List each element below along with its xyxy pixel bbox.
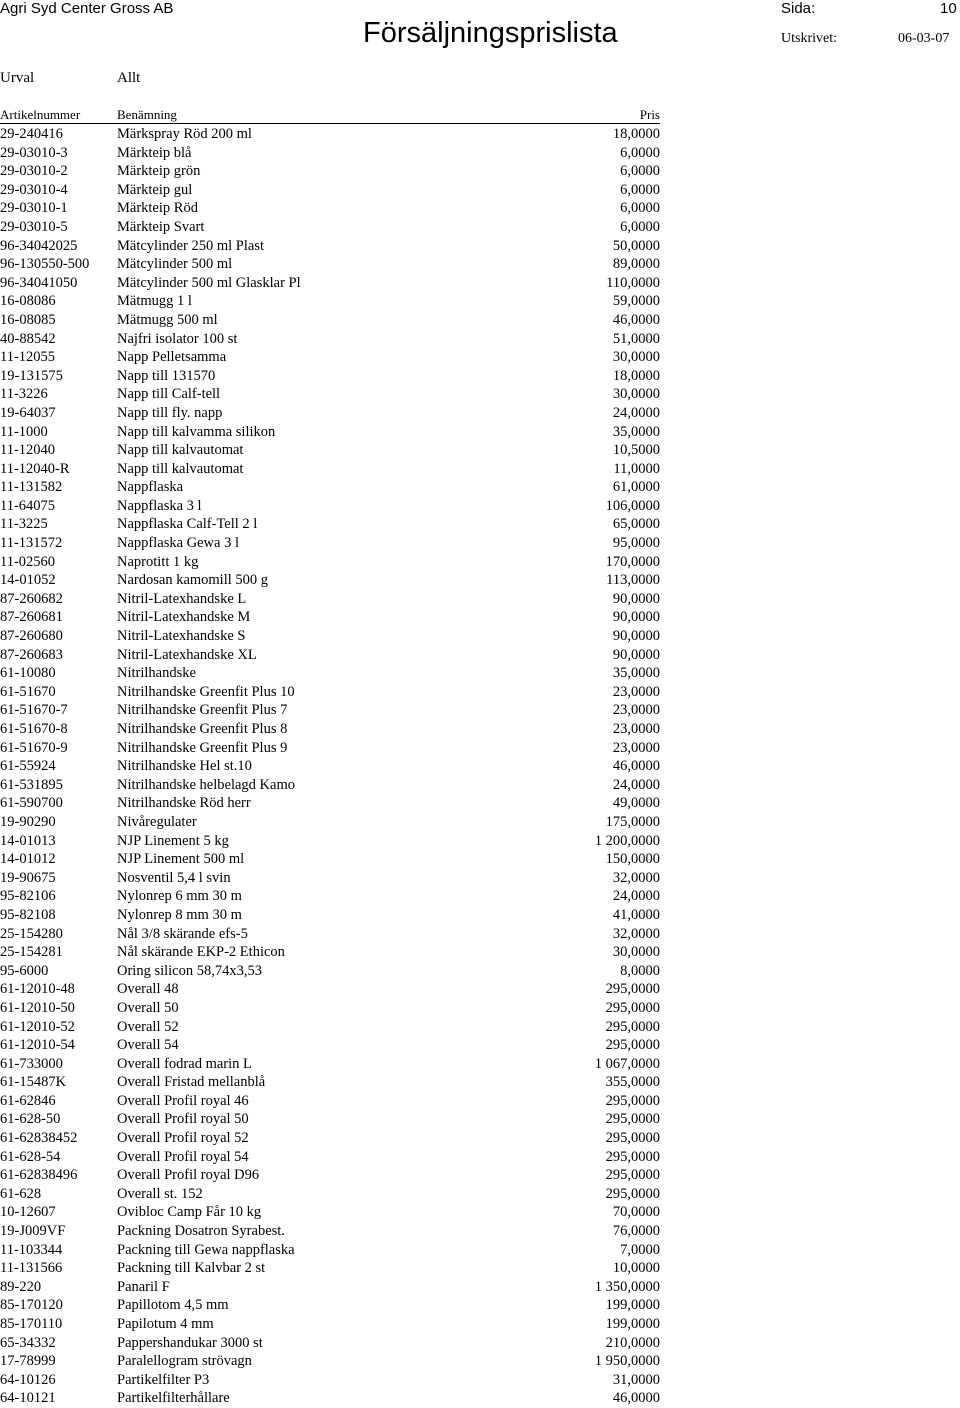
product-name-cell: Ovibloc Camp Får 10 kg (117, 1204, 262, 1221)
table-row (0, 1129, 700, 1148)
product-name-cell: Märkteip grön (117, 163, 201, 180)
article-number-cell: 29-240416 (0, 126, 63, 142)
price-cell: 23,0000 (612, 683, 660, 700)
product-name-cell: Overall fodrad marin L (117, 1055, 252, 1072)
company-name: Agri Syd Center Gross AB (0, 0, 174, 17)
product-name-cell: Overall 48 (117, 981, 179, 998)
price-cell: 295,0000 (605, 1092, 660, 1109)
table-row (0, 1371, 700, 1390)
price-cell: 23,0000 (612, 702, 660, 719)
price-cell: 106,0000 (605, 497, 660, 514)
table-row (0, 330, 700, 349)
table-row (0, 237, 700, 256)
product-name-cell: Napp till 131570 (117, 367, 216, 384)
table-row (0, 423, 700, 442)
product-name-cell: Nål 3/8 skärande efs-5 (117, 925, 248, 942)
table-row (0, 1036, 700, 1055)
table-row (0, 608, 700, 627)
article-number-cell: 61-10080 (0, 665, 56, 682)
table-row (0, 869, 700, 888)
table-row (0, 1203, 700, 1222)
product-name-cell: Nitrilhandske (117, 665, 196, 682)
table-row (0, 925, 700, 944)
price-cell: 35,0000 (612, 423, 660, 440)
table-row (0, 218, 700, 237)
product-name-cell: Papilotum 4 mm (117, 1316, 214, 1332)
article-number-cell: 11-1000 (0, 423, 48, 440)
price-cell: 46,0000 (612, 758, 660, 775)
article-number-cell: 95-6000 (0, 962, 49, 979)
product-name-cell: Napp Pelletsamma (117, 349, 227, 366)
article-number-cell: 95-82108 (0, 906, 56, 923)
article-number-cell: 11-131582 (0, 479, 63, 496)
product-name-cell: Nitril-Latexhandske XL (117, 646, 257, 663)
article-number-cell: 29-03010-4 (0, 181, 68, 198)
table-row (0, 515, 700, 534)
column-header-name: Benämning (117, 107, 177, 122)
product-name-cell: Partikelfilter P3 (117, 1371, 210, 1388)
article-number-cell: 61-51670-7 (0, 702, 68, 719)
table-row (0, 292, 700, 311)
table-row (0, 125, 700, 144)
article-number-cell: 11-64075 (0, 497, 56, 514)
table-row (0, 497, 700, 516)
price-cell: 295,0000 (605, 1167, 660, 1184)
table-row (0, 553, 700, 572)
product-name-cell: Panaril F (117, 1278, 170, 1295)
price-cell: 295,0000 (605, 1037, 660, 1054)
product-name-cell: Pappershandukar 3000 st (117, 1334, 263, 1351)
page-label: Sida: (781, 0, 816, 17)
article-number-cell: 61-62838452 (0, 1130, 78, 1147)
article-number-cell: 87-260682 (0, 590, 63, 607)
price-cell: 30,0000 (612, 349, 660, 366)
table-row (0, 1259, 700, 1278)
article-number-cell: 16-08085 (0, 311, 56, 328)
price-cell: 210,0000 (605, 1334, 660, 1351)
table-row (0, 1073, 700, 1092)
article-number-cell: 61-531895 (0, 776, 63, 793)
table-row (0, 962, 700, 981)
article-number-cell: 11-12040 (0, 442, 56, 459)
article-number-cell: 61-628-54 (0, 1148, 61, 1165)
price-cell: 11,0000 (613, 460, 660, 477)
product-name-cell: Märkspray Röd 200 ml (117, 126, 252, 142)
table-row (0, 887, 700, 906)
product-name-cell: Nappflaska 3 l (117, 497, 202, 514)
table-row (0, 1185, 700, 1204)
table-row (0, 1055, 700, 1074)
price-cell: 65,0000 (612, 516, 660, 533)
table-row (0, 720, 700, 739)
product-name-cell: Mätcylinder 250 ml Plast (117, 237, 264, 254)
product-name-cell: Mätmugg 1 l (117, 293, 192, 310)
table-row (0, 1110, 700, 1129)
price-cell: 90,0000 (612, 646, 660, 663)
table-row (0, 701, 700, 720)
table-row (0, 646, 700, 665)
article-number-cell: 29-03010-3 (0, 144, 68, 161)
price-cell: 170,0000 (605, 553, 660, 570)
table-row (0, 144, 700, 163)
article-number-cell: 19-131575 (0, 367, 63, 384)
table-row (0, 999, 700, 1018)
article-number-cell: 17-78999 (0, 1353, 56, 1370)
price-cell: 23,0000 (612, 739, 660, 756)
document-title: Försäljningsprislista (363, 17, 618, 49)
column-header-price: Pris (639, 107, 660, 122)
product-name-cell: Overall 50 (117, 999, 179, 1016)
price-cell: 70,0000 (612, 1204, 660, 1221)
product-name-cell: Oring silicon 58,74x3,53 (117, 962, 262, 979)
price-cell: 32,0000 (612, 925, 660, 942)
price-cell: 6,0000 (620, 181, 660, 198)
price-cell: 18,0000 (612, 126, 660, 142)
table-row (0, 1222, 700, 1241)
price-cell: 1 350,0000 (594, 1278, 660, 1295)
price-cell: 49,0000 (612, 795, 660, 812)
product-name-cell: Napp till kalvautomat (117, 460, 244, 477)
article-number-cell: 19-64037 (0, 404, 56, 421)
product-name-cell: Overall Profil royal 52 (117, 1130, 249, 1147)
product-name-cell: Märkteip blå (117, 144, 192, 161)
price-cell: 46,0000 (612, 311, 660, 328)
article-number-cell: 61-15487K (0, 1074, 67, 1091)
article-number-cell: 25-154281 (0, 944, 63, 961)
article-number-cell: 11-3226 (0, 386, 48, 403)
article-number-cell: 64-10121 (0, 1390, 56, 1407)
price-cell: 295,0000 (605, 1111, 660, 1128)
selection-value: Allt (117, 70, 141, 86)
article-number-cell: 11-12040-R (0, 460, 70, 477)
table-row (0, 906, 700, 925)
product-name-cell: Nitril-Latexhandske L (117, 590, 247, 607)
product-name-cell: Packning till Kalvbar 2 st (117, 1260, 266, 1277)
article-number-cell: 85-170110 (0, 1316, 63, 1332)
product-name-cell: Napp till kalvautomat (117, 442, 244, 459)
price-cell: 110,0000 (606, 274, 660, 291)
table-row (0, 441, 700, 460)
article-number-cell: 65-34332 (0, 1334, 56, 1351)
price-list-rows (0, 125, 700, 1408)
price-cell: 76,0000 (612, 1223, 660, 1240)
article-number-cell: 40-88542 (0, 330, 56, 347)
product-name-cell: Overall st. 152 (117, 1185, 203, 1202)
table-row (0, 1315, 700, 1334)
price-cell: 24,0000 (612, 404, 660, 421)
table-row (0, 850, 700, 869)
product-name-cell: Nitril-Latexhandske M (117, 609, 251, 626)
table-row (0, 255, 700, 274)
article-number-cell: 61-590700 (0, 795, 63, 812)
product-name-cell: Napp till kalvamma silikon (117, 423, 276, 440)
product-name-cell: Partikelfilterhållare (117, 1390, 230, 1407)
article-number-cell: 14-01052 (0, 572, 56, 589)
article-number-cell: 61-51670 (0, 683, 56, 700)
price-cell: 31,0000 (612, 1371, 660, 1388)
price-cell: 175,0000 (605, 813, 660, 830)
table-row (0, 757, 700, 776)
article-number-cell: 16-08086 (0, 293, 56, 310)
header-rule (0, 123, 660, 124)
article-number-cell: 61-12010-54 (0, 1037, 75, 1054)
table-row (0, 794, 700, 813)
product-name-cell: Nitrilhandske Greenfit Plus 7 (117, 702, 288, 719)
product-name-cell: Naprotitt 1 kg (117, 553, 199, 570)
product-name-cell: Nylonrep 6 mm 30 m (117, 888, 242, 905)
price-cell: 90,0000 (612, 609, 660, 626)
table-row (0, 813, 700, 832)
table-row (0, 664, 700, 683)
product-name-cell: NJP Linement 500 ml (117, 851, 245, 868)
article-number-cell: 25-154280 (0, 925, 63, 942)
price-cell: 295,0000 (605, 981, 660, 998)
article-number-cell: 87-260681 (0, 609, 63, 626)
article-number-cell: 61-628-50 (0, 1111, 61, 1128)
table-row (0, 534, 700, 553)
product-name-cell: Mätcylinder 500 ml (117, 256, 233, 273)
table-row (0, 1148, 700, 1167)
selection-label: Urval (0, 70, 35, 86)
product-name-cell: Packning till Gewa nappflaska (117, 1241, 295, 1258)
table-row (0, 1241, 700, 1260)
table-row (0, 478, 700, 497)
article-number-cell: 87-260680 (0, 628, 63, 645)
table-row (0, 162, 700, 181)
product-name-cell: Nardosan kamomill 500 g (117, 572, 269, 589)
product-name-cell: Papillotom 4,5 mm (117, 1297, 229, 1314)
product-name-cell: Najfri isolator 100 st (117, 330, 238, 347)
article-number-cell: 85-170120 (0, 1297, 63, 1314)
price-cell: 6,0000 (620, 163, 660, 180)
product-name-cell: Nappflaska Gewa 3 l (117, 535, 239, 552)
table-row (0, 348, 700, 367)
price-cell: 18,0000 (612, 367, 660, 384)
product-name-cell: Mätmugg 500 ml (117, 311, 218, 328)
product-name-cell: Nitrilhandske Greenfit Plus 9 (117, 739, 288, 756)
table-row (0, 1092, 700, 1111)
article-number-cell: 29-03010-1 (0, 200, 68, 217)
article-number-cell: 61-733000 (0, 1055, 63, 1072)
price-cell: 6,0000 (620, 144, 660, 161)
table-row (0, 776, 700, 795)
article-number-cell: 96-34041050 (0, 274, 78, 291)
price-cell: 1 950,0000 (594, 1353, 660, 1370)
article-number-cell: 11-12055 (0, 349, 56, 366)
printed-label: Utskrivet: (781, 31, 837, 46)
product-name-cell: Overall Profil royal 54 (117, 1148, 249, 1165)
price-cell: 30,0000 (612, 944, 660, 961)
price-cell: 10,5000 (612, 442, 660, 459)
page-number: 10 (940, 0, 957, 17)
product-name-cell: NJP Linement 5 kg (117, 832, 229, 849)
article-number-cell: 10-12607 (0, 1204, 56, 1221)
article-number-cell: 61-628 (0, 1185, 42, 1202)
article-number-cell: 61-12010-52 (0, 1018, 75, 1035)
price-cell: 295,0000 (605, 1130, 660, 1147)
article-number-cell: 11-103344 (0, 1241, 63, 1258)
article-number-cell: 19-J009VF (0, 1223, 66, 1240)
article-number-cell: 96-34042025 (0, 237, 78, 254)
article-number-cell: 61-55924 (0, 758, 56, 775)
article-number-cell: 11-131572 (0, 535, 63, 552)
price-cell: 50,0000 (612, 237, 660, 254)
price-cell: 150,0000 (605, 851, 660, 868)
table-row (0, 943, 700, 962)
article-number-cell: 19-90290 (0, 813, 56, 830)
price-cell: 199,0000 (605, 1297, 660, 1314)
product-name-cell: Mätcylinder 500 ml Glasklar Pl (117, 274, 301, 291)
product-name-cell: Märkteip gul (117, 181, 193, 198)
price-cell: 295,0000 (605, 1148, 660, 1165)
table-row (0, 683, 700, 702)
article-number-cell: 29-03010-5 (0, 218, 68, 235)
price-cell: 24,0000 (612, 776, 660, 793)
price-cell: 199,0000 (605, 1316, 660, 1332)
product-name-cell: Nitrilhandske Greenfit Plus 10 (117, 683, 295, 700)
article-number-cell: 29-03010-2 (0, 163, 68, 180)
article-number-cell: 61-51670-8 (0, 721, 68, 737)
price-cell: 90,0000 (612, 628, 660, 645)
product-name-cell: Märkteip Svart (117, 218, 205, 235)
product-name-cell: Märkteip Röd (117, 200, 198, 217)
price-cell: 6,0000 (620, 200, 660, 217)
product-name-cell: Overall 52 (117, 1018, 179, 1035)
table-row (0, 1018, 700, 1037)
price-cell: 295,0000 (605, 1185, 660, 1202)
table-row (0, 274, 700, 293)
article-number-cell: 19-90675 (0, 869, 56, 886)
table-row (0, 1352, 700, 1371)
price-cell: 95,0000 (612, 535, 660, 552)
price-cell: 90,0000 (612, 590, 660, 607)
product-name-cell: Overall 54 (117, 1037, 179, 1054)
price-cell: 10,0000 (612, 1260, 660, 1277)
article-number-cell: 64-10126 (0, 1371, 56, 1388)
article-number-cell: 11-131566 (0, 1260, 63, 1277)
product-name-cell: Napp till fly. napp (117, 404, 223, 421)
price-cell: 1 200,0000 (594, 832, 660, 849)
column-header-article-number: Artikelnummer (0, 107, 81, 122)
price-cell: 6,0000 (620, 218, 660, 235)
price-cell: 32,0000 (612, 869, 660, 886)
product-name-cell: Packning Dosatron Syrabest. (117, 1223, 285, 1240)
table-row (0, 367, 700, 386)
product-name-cell: Nivåregulater (117, 813, 197, 830)
product-name-cell: Paralellogram strövagn (117, 1353, 252, 1370)
price-cell: 23,0000 (612, 721, 660, 737)
article-number-cell: 87-260683 (0, 646, 63, 663)
price-cell: 41,0000 (612, 906, 660, 923)
table-row (0, 460, 700, 479)
article-number-cell: 61-12010-50 (0, 999, 75, 1016)
table-row (0, 404, 700, 423)
product-name-cell: Nylonrep 8 mm 30 m (117, 906, 242, 923)
price-cell: 89,0000 (612, 256, 660, 273)
product-name-cell: Nitrilhandske Greenfit Plus 8 (117, 721, 288, 737)
price-cell: 8,0000 (620, 962, 660, 979)
product-name-cell: Overall Profil royal 50 (117, 1111, 249, 1128)
price-cell: 46,0000 (612, 1390, 660, 1407)
product-name-cell: Nitrilhandske helbelagd Kamo (117, 776, 295, 793)
table-row (0, 1166, 700, 1185)
article-number-cell: 14-01012 (0, 851, 56, 868)
product-name-cell: Nappflaska (117, 479, 184, 496)
price-cell: 295,0000 (605, 1018, 660, 1035)
table-row (0, 1334, 700, 1353)
article-number-cell: 11-3225 (0, 516, 48, 533)
article-number-cell: 61-12010-48 (0, 981, 75, 998)
article-number-cell: 61-62846 (0, 1092, 56, 1109)
product-name-cell: Nål skärande EKP-2 Ethicon (117, 944, 285, 961)
price-cell: 113,0000 (606, 572, 660, 589)
price-cell: 35,0000 (612, 665, 660, 682)
product-name-cell: Overall Fristad mellanblå (117, 1074, 266, 1091)
article-number-cell: 61-62838496 (0, 1167, 78, 1184)
table-row (0, 1296, 700, 1315)
table-row (0, 311, 700, 330)
price-cell: 24,0000 (612, 888, 660, 905)
price-cell: 295,0000 (605, 999, 660, 1016)
table-row (0, 181, 700, 200)
table-row (0, 385, 700, 404)
table-row (0, 590, 700, 609)
price-cell: 61,0000 (612, 479, 660, 496)
product-name-cell: Nitrilhandske Röd herr (117, 795, 251, 812)
table-row (0, 1389, 700, 1408)
product-name-cell: Overall Profil royal D96 (117, 1167, 260, 1184)
article-number-cell: 61-51670-9 (0, 739, 68, 756)
printed-date: 06-03-07 (898, 31, 950, 46)
article-number-cell: 14-01013 (0, 832, 56, 849)
price-cell: 355,0000 (605, 1074, 660, 1091)
table-row (0, 627, 700, 646)
table-row (0, 832, 700, 851)
product-name-cell: Overall Profil royal 46 (117, 1092, 249, 1109)
article-number-cell: 95-82106 (0, 888, 56, 905)
price-cell: 59,0000 (612, 293, 660, 310)
table-row (0, 980, 700, 999)
article-number-cell: 11-02560 (0, 553, 56, 570)
article-number-cell: 96-130550-500 (0, 256, 90, 273)
product-name-cell: Napp till Calf-tell (117, 386, 221, 403)
table-row (0, 1278, 700, 1297)
table-row (0, 739, 700, 758)
price-cell: 30,0000 (612, 386, 660, 403)
table-row (0, 571, 700, 590)
product-name-cell: Nappflaska Calf-Tell 2 l (117, 516, 258, 533)
price-cell: 51,0000 (612, 330, 660, 347)
price-cell: 1 067,0000 (594, 1055, 660, 1072)
price-cell: 7,0000 (620, 1241, 660, 1258)
product-name-cell: Nitrilhandske Hel st.10 (117, 758, 252, 775)
table-row (0, 199, 700, 218)
article-number-cell: 89-220 (0, 1278, 42, 1295)
product-name-cell: Nitril-Latexhandske S (117, 628, 246, 645)
product-name-cell: Nosventil 5,4 l svin (117, 869, 231, 886)
